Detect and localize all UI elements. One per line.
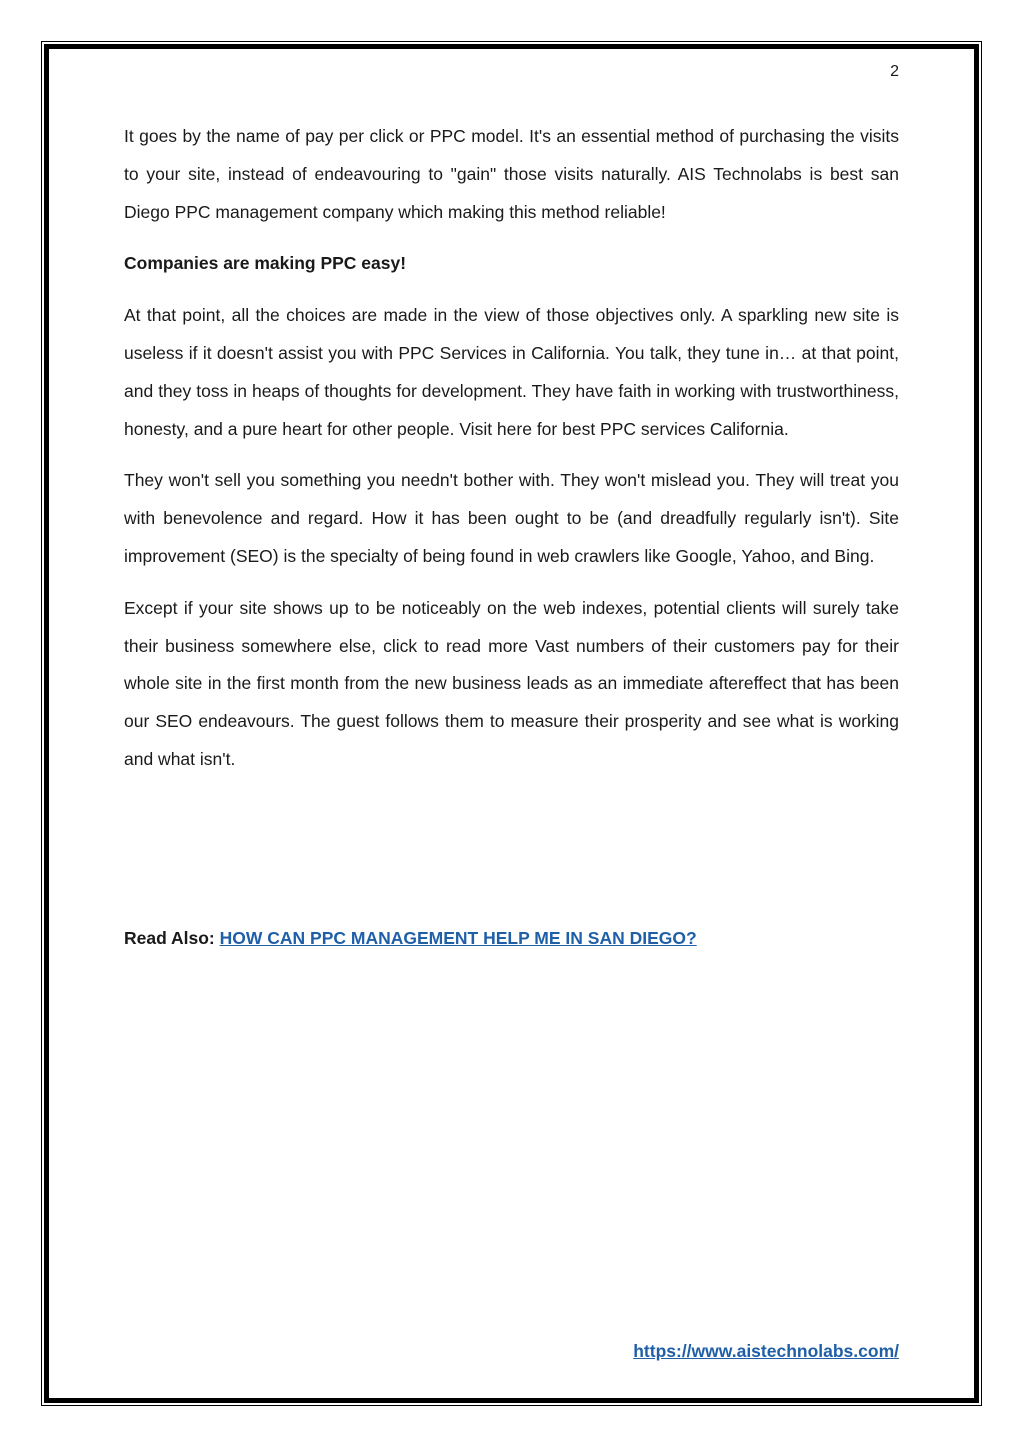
page-number: 2	[890, 63, 899, 80]
body-paragraph-1: At that point, all the choices are made in the view of those objectives only. A sparkling new site is useless if it doesn't assist you with PPC Services in California. You talk, they tune in… at that point, and they toss in heaps of thoughts for development. They have faith in working with trustworthiness, honesty, and a pure heart for other people. Visit here for best PPC services California.	[124, 305, 899, 439]
read-also-line	[124, 920, 697, 958]
footer-website-link[interactable]: https://www.aistechnolabs.com/	[633, 1341, 899, 1361]
document-body	[124, 118, 899, 793]
read-also-link[interactable]: HOW CAN PPC MANAGEMENT HELP ME IN SAN DIEGO?	[219, 928, 697, 948]
body-paragraph-2: They won't sell you something you needn't bother with. They won't mislead you. They will treat you with benevolence and regard. How it has been ought to be (and dreadfully regularly isn't). Site improvement (SEO) is the specialty of being found in web crawlers like Google, Yahoo, and Bing.	[124, 470, 899, 566]
body-paragraph-3: Except if your site shows up to be noticeably on the web indexes, potential clients will surely take their business somewhere else, click to read more Vast numbers of their customers pay for their whole site in the first month from the new business leads as an immediate aftereffect that has been our SEO endeavours. The guest follows them to measure their prosperity and see what is working and what isn't.	[124, 597, 899, 769]
read-also-label: Read Also:	[124, 928, 220, 948]
section-heading: Companies are making PPC easy!	[124, 253, 407, 274]
intro-paragraph: It goes by the name of pay per click or PPC model. It's an essential method of purchasing the visits to your site, instead of endeavouring to "gain" those visits naturally. AIS Technolabs is best san Diego PPC management company which making this method reliable!	[124, 126, 899, 222]
